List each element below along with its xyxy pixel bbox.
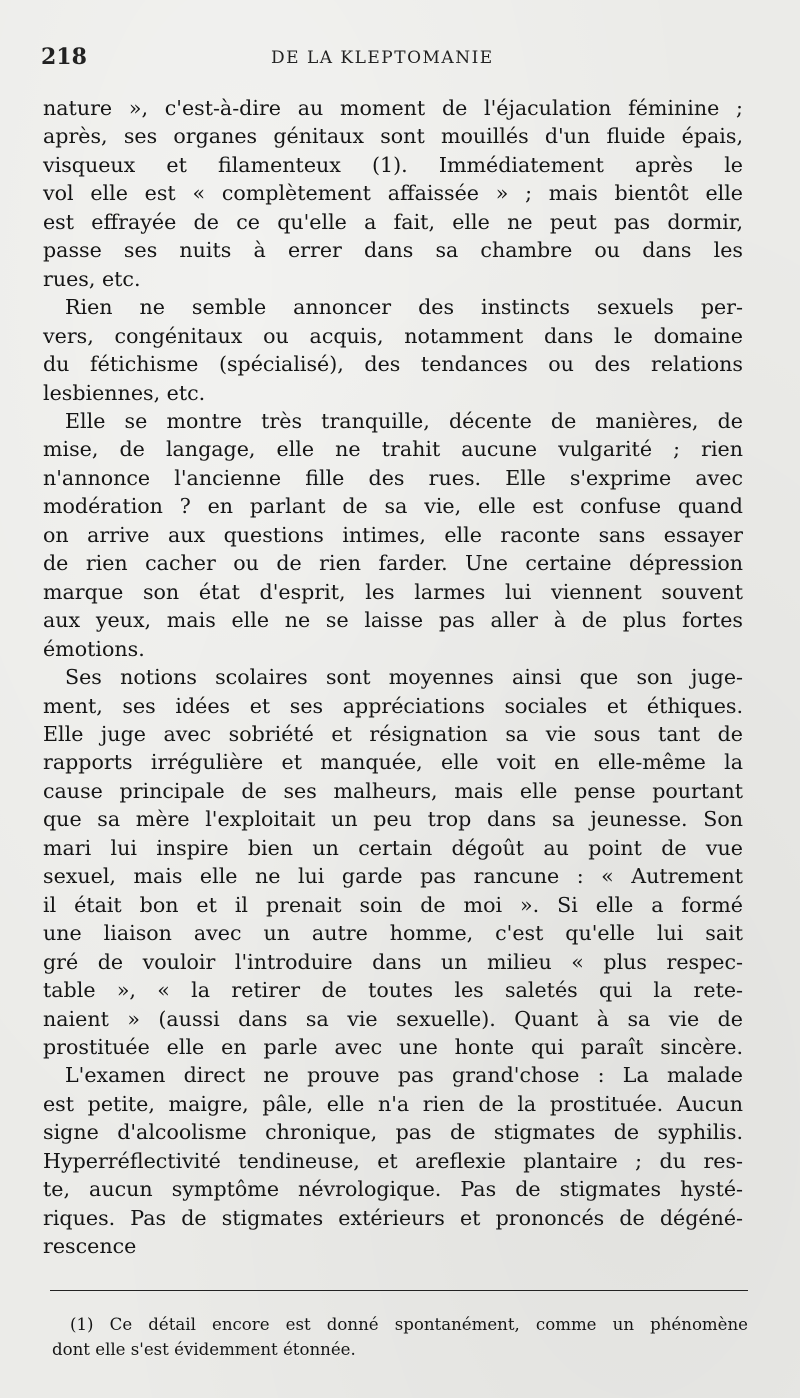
text-line: sexuel, mais elle ne lui garde pas rancune : « Autrement [43,864,743,889]
text-line: Hyperréflectivité tendineuse, et areflexie plantaire ; du res- [43,1148,743,1173]
text-line: marque son état d'esprit, les larmes lui viennent souvent [43,579,743,604]
text-line: de rien cacher ou de rien farder. Une certaine dépression [43,551,743,576]
text-line: on arrive aux questions intimes, elle raconte sans essayer [43,522,743,547]
paragraph-first-line: Elle se montre très tranquille, décente de manières, de [65,408,743,433]
footnote-line: (1) Ce détail encore est donné spontanément, comme un phénomène [70,1315,748,1334]
text-line: mari lui inspire bien un certain dégoût au point de vue [43,835,743,860]
text-line: visqueux et filamenteux (1). Immédiatement après le [43,152,743,177]
text-line: gré de vouloir l'introduire dans un milieu « plus respec- [43,949,743,974]
text-line: rues, etc. [43,266,141,291]
paragraph-first-line: Ses notions scolaires sont moyennes ainsi que son juge- [65,665,743,690]
text-line: prostituée elle en parle avec une honte qui paraît sincère. [43,1034,743,1059]
text-line: est effrayée de ce qu'elle a fait, elle ne peut pas dormir, [43,209,743,234]
text-line: te, aucun symptôme névrologique. Pas de stigmates hysté- [43,1177,743,1202]
text-line: du fétichisme (spécialisé), des tendances ou des relations [43,352,743,377]
text-line: signe d'alcoolisme chronique, pas de stigmates de syphilis. [43,1120,743,1145]
footnote-divider [50,1290,748,1291]
text-line: riques. Pas de stigmates extérieurs et prononcés de dégéné- [43,1205,743,1230]
text-line: une liaison avec un autre homme, c'est qu'elle lui sait [43,921,743,946]
text-line: lesbiennes, etc. [43,380,206,405]
page-header [41,44,750,84]
text-line: table », « la retirer de toutes les saletés qui la rete- [43,978,743,1003]
text-line: modération ? en parlant de sa vie, elle est confuse quand [43,494,743,519]
text-line: naient » (aussi dans sa vie sexuelle). Quant à sa vie de [43,1006,743,1031]
text-line: aux yeux, mais elle ne se laisse pas aller à de plus fortes [43,608,743,633]
footnote [52,1312,748,1362]
footnote-line: dont elle s'est évidemment étonnée. [52,1340,356,1359]
text-line: cause principale de ses malheurs, mais elle pense pourtant [43,778,743,803]
text-line: est petite, maigre, pâle, elle n'a rien de la prostituée. Aucun [43,1091,743,1116]
text-line: nature », c'est-à-dire au moment de l'éjaculation féminine ; [43,96,743,120]
text-line: vol elle est « complètement affaissée » ; mais bientôt elle [43,181,743,206]
text-line: passe ses nuits à errer dans sa chambre ou dans les [43,238,743,263]
text-line: émotions. [43,636,145,661]
text-line: n'annonce l'ancienne fille des rues. Elle s'exprime avec [43,465,743,490]
text-line: que sa mère l'exploitait un peu trop dans sa jeunesse. Son [43,807,743,832]
text-line: rescence [43,1234,137,1259]
text-line: rapports irrégulière et manquée, elle voit en elle-même la [43,750,743,775]
text-line: il était bon et il prenait soin de moi ». Si elle a formé [43,892,743,917]
text-line: Elle juge avec sobriété et résignation sa vie sous tant de [43,721,743,746]
text-line: après, ses organes génitaux sont mouillés d'un fluide épais, [43,124,743,149]
paragraph-first-line: L'examen direct ne prouve pas grand'chose : La malade [65,1063,743,1088]
paragraph-first-line: Rien ne semble annoncer des instincts sexuels per- [65,295,743,320]
page-number: 218 [41,44,87,70]
body-text [43,94,743,1261]
running-title: DE LA KLEPTOMANIE [271,48,494,68]
text-line: vers, congénitaux ou acquis, notamment dans le domaine [43,323,743,348]
text-line: mise, de langage, elle ne trahit aucune vulgarité ; rien [43,437,743,462]
text-line: ment, ses idées et ses appréciations sociales et éthiques. [43,693,743,718]
